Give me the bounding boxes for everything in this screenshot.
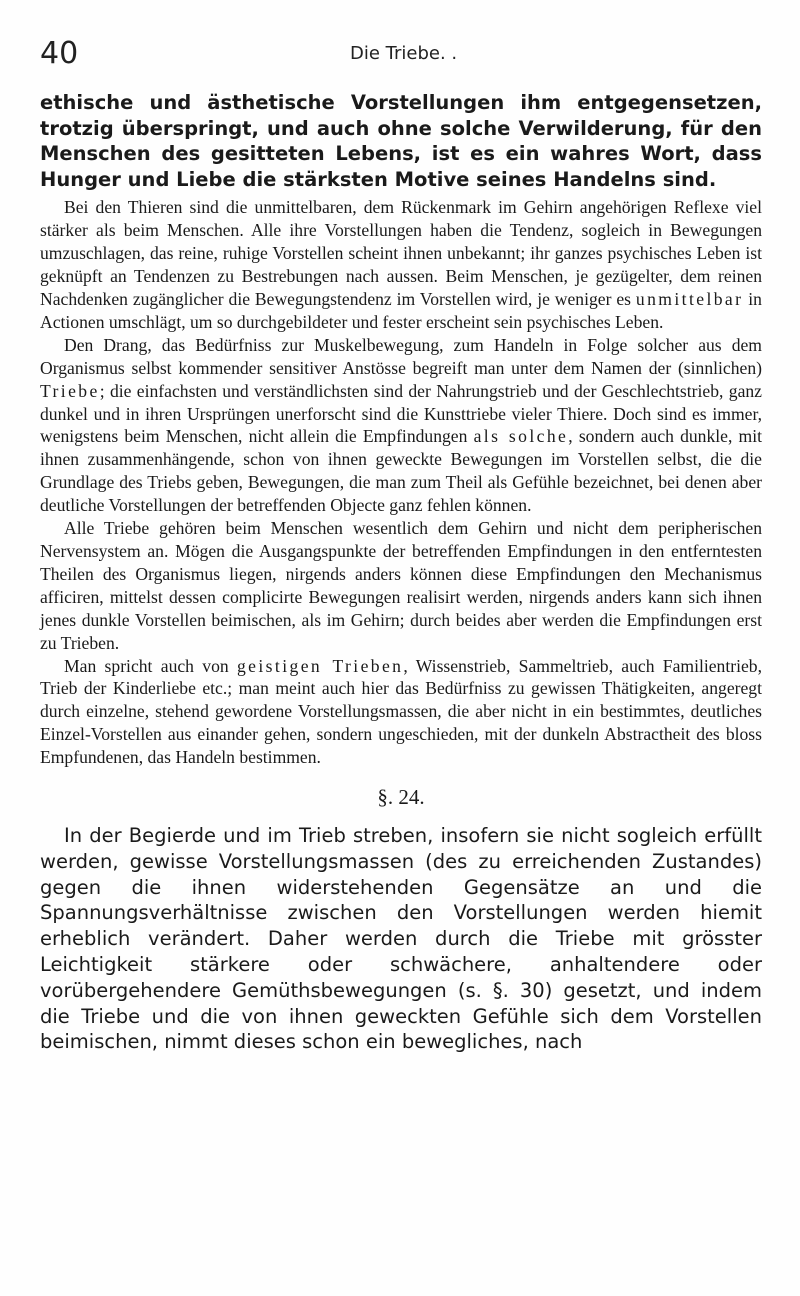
paragraph-drang-triebe	[40, 334, 762, 517]
page-number: 40	[40, 36, 79, 71]
text-run: in Actionen umschlägt, um so durchgebildeter und fester erscheint sein psychisches Leben.	[40, 289, 762, 332]
paragraph-triebe-gehirn: Alle Triebe gehören beim Menschen wesentlich dem Gehirn und nicht dem peripherischen Nervensystem an. Mögen die Ausgangspunkte der betreffenden Empfindungen in den entferntesten Theilen des Organismus liegen, nirgends anders können diese Empfindungen den Mechanismus afficiren, mittelst dessen complicirte Bewegungen realisirt werden, nirgends anders kann sich ihnen jenes dunkle Vorstellen beimischen, als im Gehirn; durch beides aber werden die Empfindungen erst zu Trieben.	[40, 518, 762, 653]
emphasis-unmittelbar: unmittelbar	[635, 289, 744, 309]
text-run: Bei den Thieren sind die unmittelbaren, dem Rückenmark im Gehirn angehörigen Reflexe viel stärker als beim Menschen. Alle ihre Vorstellungen haben die Tendenz, sogleich in Bewegungen umzuschlagen, das reine, ruhige Vorstellen scheint ihnen unbekannt; ihr ganzes psychisches Leben ist geknüpft an Tendenzen zu Bestrebungen nach aussen. Beim Menschen, je gezügelter, dem reinen Nachdenken zugänglicher die Bewegungstendenz im Vorstellen wird, je weniger es	[40, 197, 762, 309]
text-run: ; die einfachsten und verständlichsten sind der Nahrungstrieb und der Geschlechtstrieb, ganz dunkel und in ihren Ursprüngen unerforscht sind die Kunsttriebe vieler Thiere. Doch sind es immer, wenigstens beim Menschen, nicht allein die Empfindungen	[40, 380, 762, 447]
text-run: Man spricht auch von	[64, 655, 229, 676]
intro-paragraph: ethische und ästhetische Vorstellungen ihm entgegensetzen, trotzig überspringt, und auch ohne solche Verwilderung, für den Menschen des gesitteten Lebens, ist es ein wahres Wort, dass Hunger und Liebe die stärksten Motive seines Handelns sind.	[40, 91, 762, 191]
emphasis-geistigen-trieben: geistigen Trieben	[236, 655, 404, 676]
paragraph-begierde-trieb: In der Begierde und im Trieb streben, insofern sie nicht sogleich erfüllt werden, gewisse Vorstellungsmassen (des zu erreichenden Zustandes) gegen die ihnen widerstehenden Gegensätze an und die Spannungsverhältnisse zwischen den Vorstellungen werden hiemit erheblich verändert. Daher werden durch die Triebe mit grösster Leichtigkeit stärkere oder schwächere, anhaltendere oder vorübergehendere Gemüthsbewegungen (s. §. 30) gesetzt, und indem die Triebe und die von ihnen geweckten Gefühle sich dem Vorstellen beimischen, nimmt dieses schon ein bewegliches, nach	[40, 824, 762, 1054]
paragraph-thieren-reflexe	[40, 196, 762, 333]
page-body	[40, 85, 762, 1055]
text-run: Den Drang, das Bedürfniss zur Muskelbewegung, zum Handeln in Folge solcher aus dem Organismus selbst kommender sensitiver Anstösse begreift man unter dem Namen der (sinnlichen)	[40, 334, 762, 378]
emphasis-triebe: Triebe	[40, 380, 100, 401]
section-heading: §. 24.	[377, 785, 425, 810]
page-header	[40, 34, 760, 74]
emphasis-als-solche: als solche	[473, 426, 569, 447]
paragraph-geistige-triebe	[40, 655, 762, 770]
text-run: , sondern auch dunkle, mit ihnen zusammenhängende, schon von ihnen geweckte Bewegungen im Vorstellen selbst, die die Grundlage des Triebs geben, Bewegungen, die man zum Theil als Gefühle bezeichnet, bei denen aber deutliche Vorstellungen der betreffenden Objecte ganz fehlen können.	[40, 426, 763, 516]
text-run: , Wissenstrieb, Sammeltrieb, auch Familientrieb, Trieb der Kinderliebe etc.; man meint auch hier das Bedürfniss zu gewissen Thätigkeiten, angeregt durch einzelne, stehend gewordene Vorstellungsmassen, die aber nicht in ein bestimmtes, deutliches Einzel-Vorstellen aus einander gehen, sondern ungeschieden, mit der dunkeln Abstractheit des bloss Empfundenen, das Handeln bestimmen.	[40, 655, 762, 768]
running-title: Die Triebe. .	[350, 43, 458, 64]
